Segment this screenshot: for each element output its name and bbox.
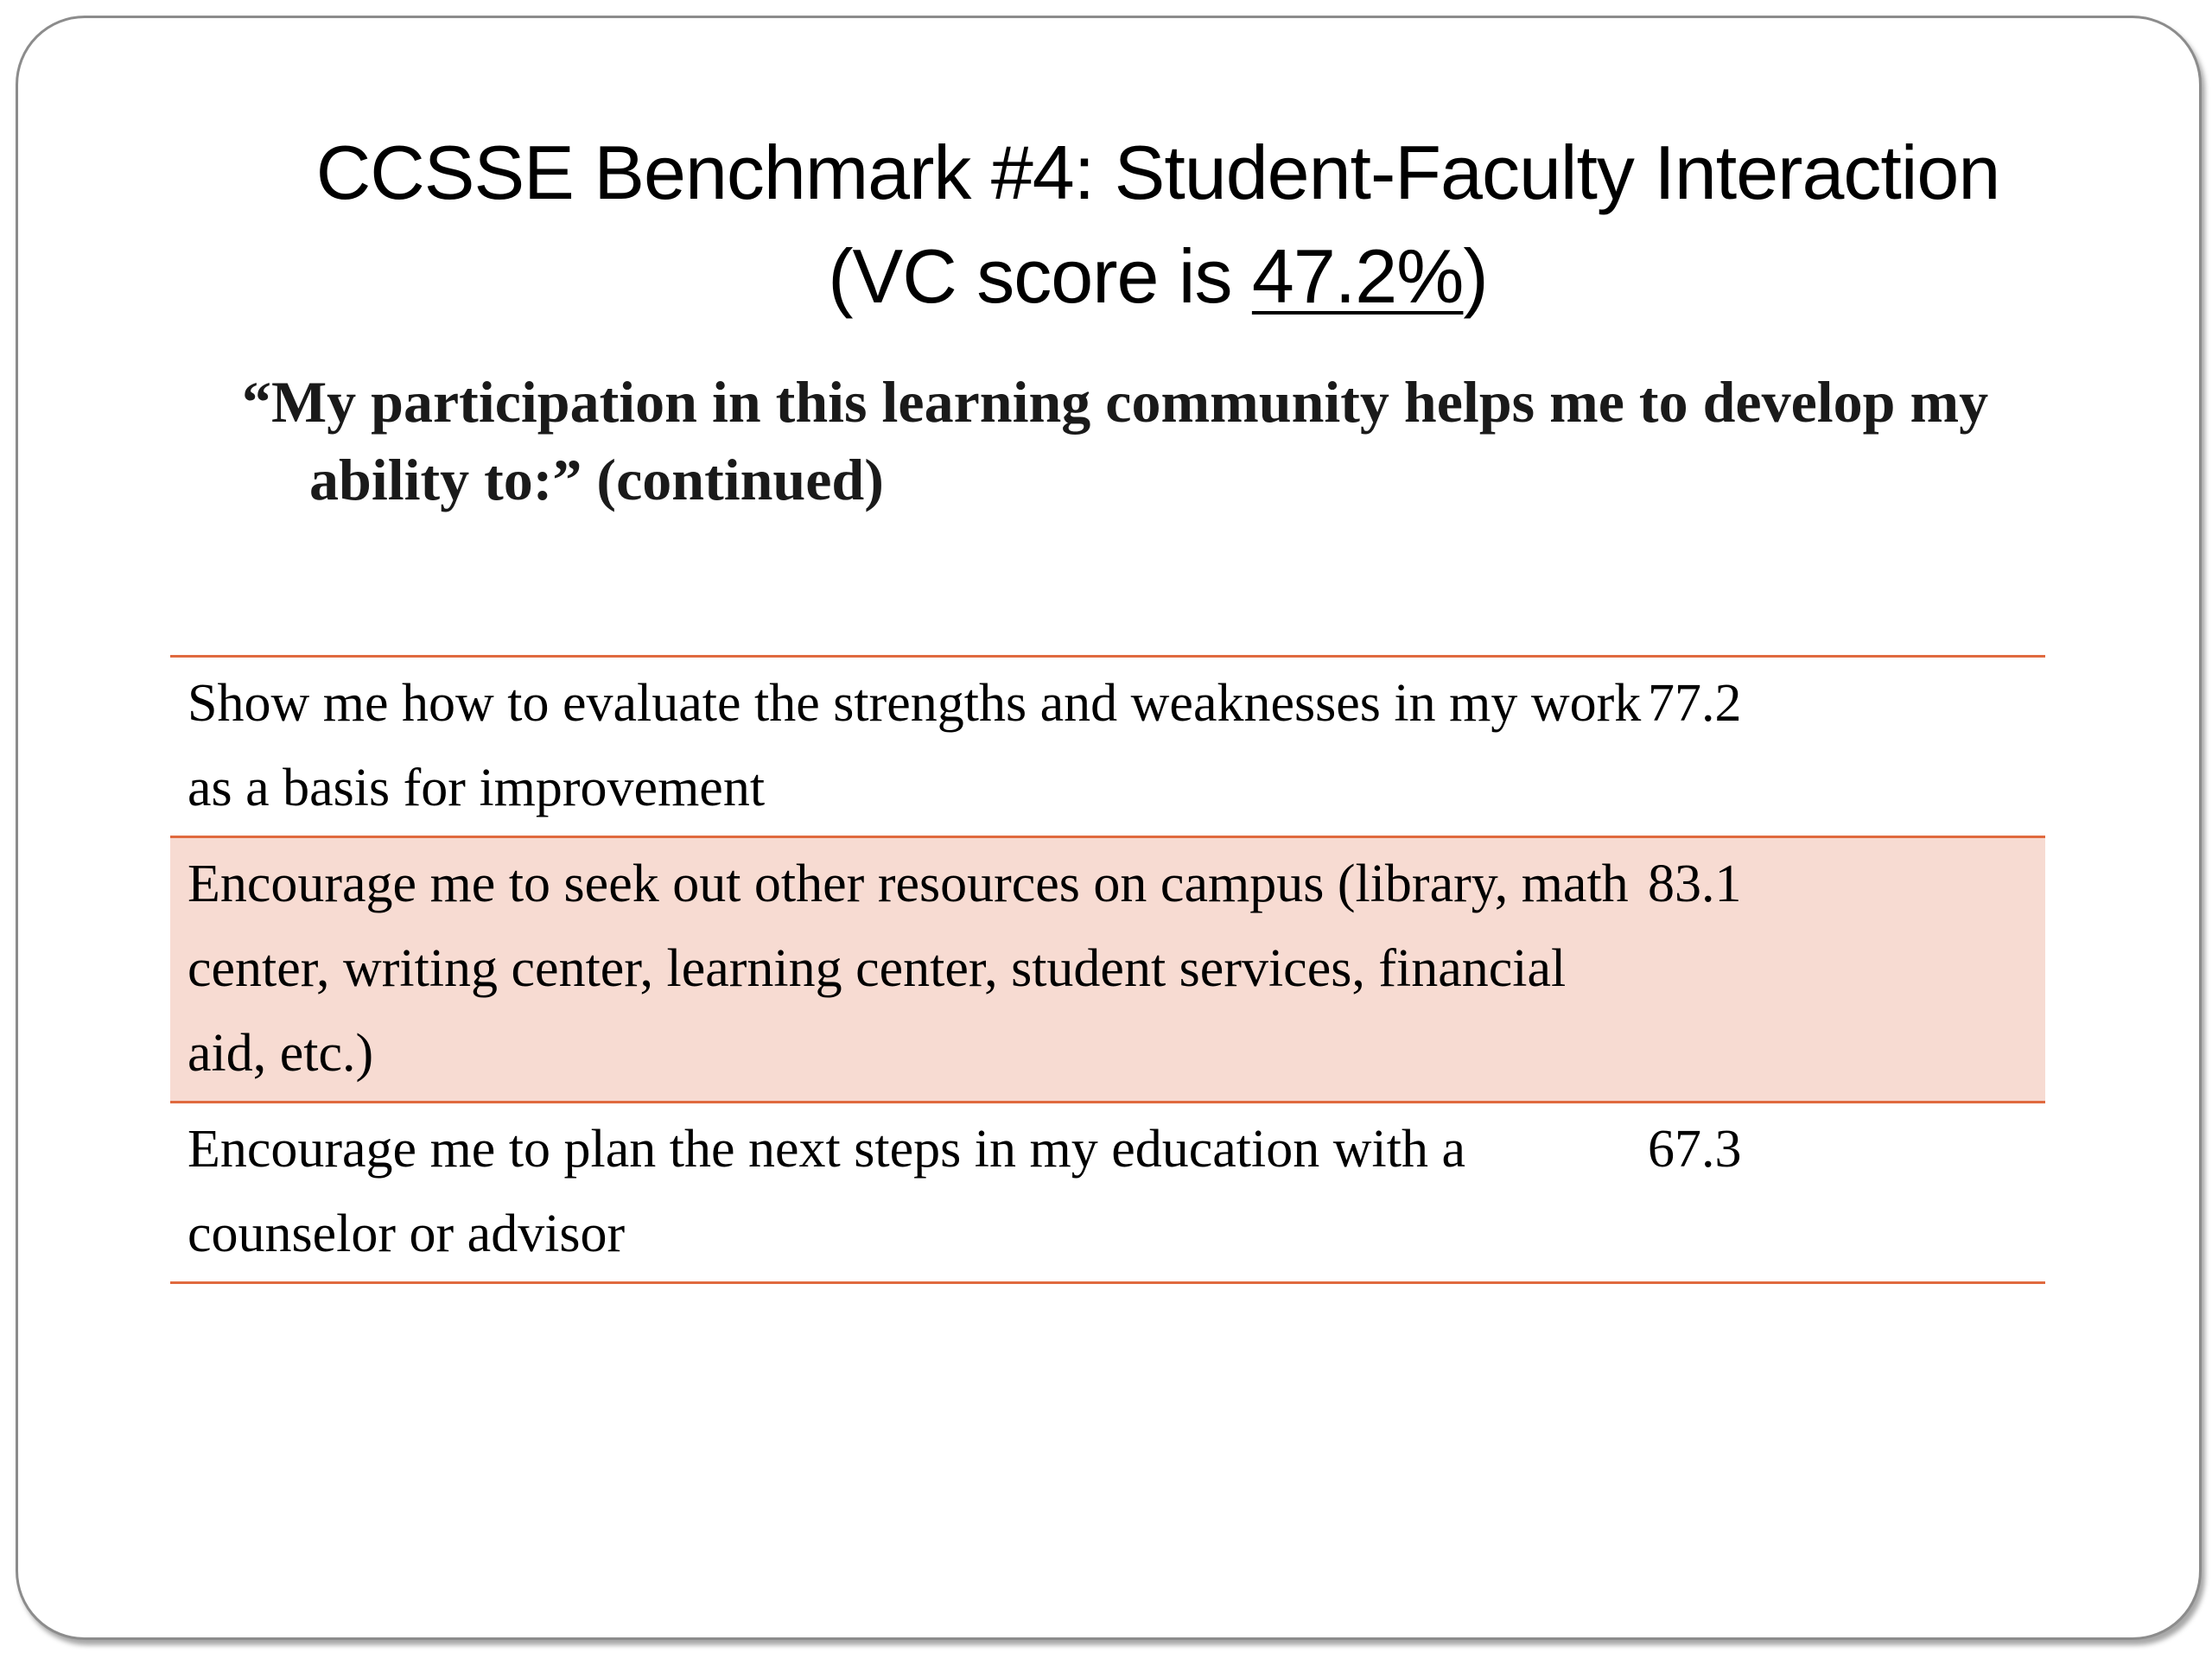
title-prefix: CCSSE Benchmark #4: (315, 130, 1115, 215)
title-topic: Student-Faculty Interaction (1114, 130, 2000, 215)
score-close: ) (1463, 233, 1488, 319)
table-row (170, 657, 2045, 837)
item-text: Encourage me to seek out other resources on campus (library, math center, writing center, learning center, student services, financial aid, etc.) (188, 855, 1629, 1083)
items-table (170, 655, 2045, 1284)
vc-score-value: 47.2% (1251, 233, 1464, 319)
table-row (170, 837, 2045, 1103)
table-row (170, 1103, 2045, 1283)
survey-prompt: “My participation in this learning community helps me to develop my ability to:” (continued) (242, 369, 1989, 512)
slide-title (207, 121, 2108, 328)
item-value: 83.1 (1648, 855, 1742, 913)
item-value: 77.2 (1648, 674, 1742, 733)
item-text: Encourage me to plan the next steps in my education with a counselor or advisor (188, 1120, 1465, 1263)
item-value: 67.3 (1648, 1120, 1742, 1179)
item-text: Show me how to evaluate the strengths and weaknesses in my work as a basis for improvement (188, 674, 1642, 817)
score-open: (VC score is (828, 233, 1252, 319)
